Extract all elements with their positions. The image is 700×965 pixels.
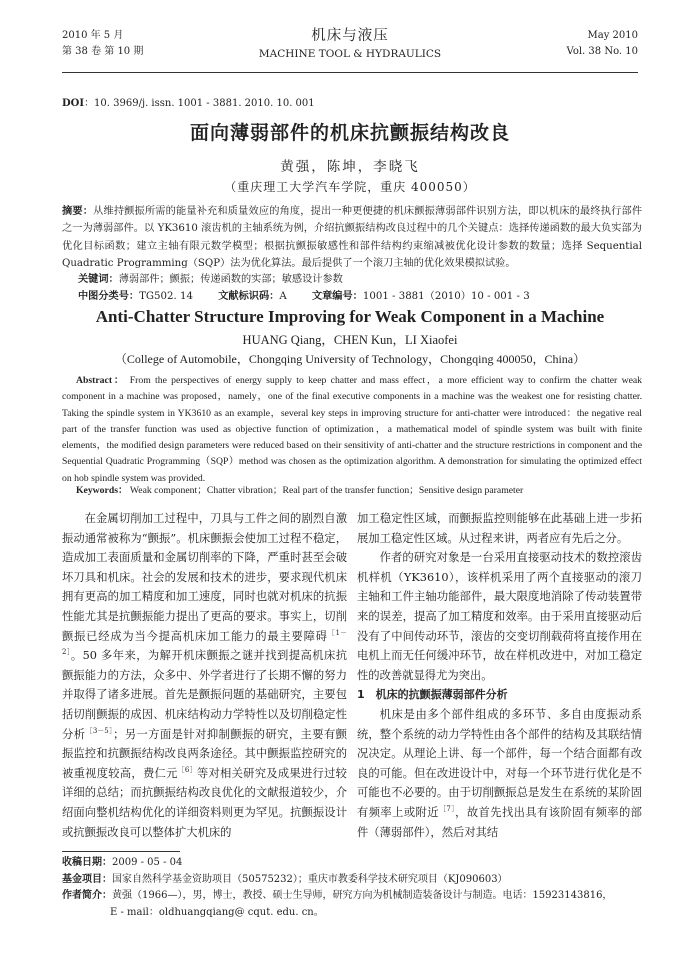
author-bio-value: 黄强（1966—），男，博士，教授、硕士生导师，研究方向为机械制造装备设计与制造。电话：15923143816，	[112, 890, 613, 901]
keywords-cn-label: 关键词：	[78, 273, 119, 285]
citation-7[interactable]: ［7］	[438, 805, 456, 814]
doi-line	[62, 94, 315, 109]
abstract-en-label: Abstract：	[76, 375, 126, 386]
footnotes	[62, 855, 642, 921]
fund-value: 国家自然科学基金资助项目（50575232）；重庆市教委科学技术研究项目（KJ090603）	[112, 873, 508, 885]
author-bio-label: 作者简介：	[62, 890, 112, 901]
doi-label: DOI	[62, 98, 85, 109]
doi-value: ：10. 3969/j. issn. 1001 - 3881. 2010. 10. 001	[84, 98, 315, 109]
article-number-label: 文章编号：	[311, 290, 363, 302]
abstract-en-text: From the perspectives of energy supply to keep chatter and mass effect，a more efficient way to confirm the chatter weak component in a machine was proposed，namely，one of the final executive components in a machine was the weakest one for resisting chatter. Taking the spindle system in YK3610 as an example，several key steps in improving structure for anti-chatter were introduced：the negative real part of the transfer function was used as objective function of optimization，a mathematical model of spindle system was built with finite elements，the modified design parameters were reduced based on their sensitivity of anti-chatter and the structure restrictions in component and the Sequential Quadratic Programming（SQP）method was chosen as the optimization algorithm. A demonstration for simulating the optimized effect on hob spindle system was provided.	[62, 375, 643, 484]
header-right	[567, 28, 638, 60]
journal-name-en: MACHINE TOOL & HYDRAULICS	[258, 48, 442, 60]
intro-paragraph	[62, 509, 347, 842]
header-date-en: May 2010	[587, 30, 638, 41]
paper-title-en: Anti-Chatter Structure Improving for Weak Component in a Machine	[95, 307, 605, 326]
intro-text-1: 在金属切削加工过程中，刀具与工件之间的剧烈自激振动通常被称为“颤振”。机床颤振会使加工过程不稳定，造成加工表面质量和金属切削率的下降，严重时甚至会破坏刀具和机床。社会的发展和技术的进步，要求现代机床拥有更高的加工精度和加工速度，同时也就对机床的抗振性能尤其是抗颤振能力提出了更高的要求。事实上，切削颤振已经成为当今提高机床加工能力的最主要障碍	[62, 512, 347, 643]
keywords-cn-text: 薄弱部件；颤振；传递函数的实部；敏感设计参数	[118, 274, 343, 285]
received-label: 收稿日期：	[62, 857, 112, 868]
paper-title-cn: 面向薄弱部件的机床抗颤振结构改良	[189, 122, 510, 144]
section-1-paragraph	[357, 705, 642, 842]
keywords-cn	[78, 271, 638, 288]
journal-name-cn: 机床与液压	[311, 28, 389, 44]
abstract-cn-label: 摘要：	[62, 205, 94, 217]
section-1-text-1: 机床是由多个部件组成的多环节、多自由度振动系统，整个系统的动力学特性由各个部件的结构及其联结情况决定。从理论上讲、每一个部件，每一个结合面都有改良的可能。但在改进设计中，对每一个环节进行优化是不可能也不必要的。由于切削颤振总是发生在系统的某阶固有频率上或附近	[357, 707, 642, 819]
header-volume-en: Vol. 38 No. 10	[566, 46, 638, 57]
doc-code-label: 文献标识码：	[218, 290, 280, 302]
abstract-cn-text: 从维持颤振所需的能量补充和质量效应的角度，提出一种更便捷的机床颤振薄弱部件识别方法，即以机床的最终执行部件之一为薄弱部件。以 YK3610 滚齿机的主轴系统为例，介绍抗颤振结构改良过程中的几个关键点：选择传递函数的最大负实部为优化目标函数；建立主轴有限元数学模型；根据抗颤振敏感性和部件结构约束缩减被优化设计参数的数量；选择 Sequential Quadratic Programming（SQP）法为优化算法。最后提供了一个滚刀主轴的优化效果模拟试验。	[62, 206, 643, 269]
author-email[interactable]: E - mail：oldhuangqiang@ cqut. edu. cn。	[110, 906, 324, 918]
article-number-value: 1001 - 3881（2010）10 - 001 - 3	[362, 291, 530, 302]
body-column-left	[62, 509, 347, 842]
keywords-en-text: Weak component；Chatter vibration；Real part of the transfer function；Sensitive design parameter	[129, 485, 524, 496]
authors-en: HUANG Qiang，CHEN Kun，LI Xiaofei	[242, 333, 458, 347]
abstract-en	[62, 373, 642, 487]
intro-text-4: 等对相关研究及成果进行过较详细的总结；而抗颤振结构改良优化的文献报道较少，介绍面向整机结构优化的详细资料则更为罕见。抗颤振设计或抗颤振改良可以整体扩大机床的	[62, 766, 347, 839]
section-1-text-2: ，故首先找出具有该阶固有频率的部件（薄弱部件），然后对其结	[357, 805, 642, 839]
abstract-cn	[62, 203, 642, 272]
citation-3-5[interactable]: ［3－5］	[85, 726, 114, 735]
keywords-en	[76, 483, 642, 499]
fund-info	[62, 872, 642, 889]
citation-6[interactable]: ［6］	[177, 765, 197, 774]
received-value: 2009 - 05 - 04	[112, 857, 183, 868]
keywords-en-label: Keywords：	[76, 485, 128, 496]
intro-text-2: 。50 多年来，为解开机床颤振之谜并找到提高机床抗颤振能力的方法，众多中、外学者进行了长期不懈的努力并取得了诸多进展。首先是颤振问题的基础研究，主要包括切削颤振的成因、机床结构动力学特性以及切削稳定性分析	[62, 649, 347, 741]
header-center	[62, 26, 638, 62]
section-1-heading: 1 机床的抗颤振薄弱部件分析	[357, 688, 508, 702]
doc-code-value: A	[279, 291, 287, 302]
running-header	[62, 26, 638, 73]
header-date-cn: 2010 年 5 月	[62, 30, 124, 41]
intro-continuation: 加工稳定性区域，而颤振监控则能够在此基础上进一步拓展加工稳定性区域。从过程来讲，两者应有先后之分。	[357, 512, 642, 545]
classification-cn	[78, 288, 638, 305]
author-bio	[62, 888, 642, 905]
affiliation-cn: （重庆理工大学汽车学院，重庆 400050）	[224, 180, 476, 194]
authors-cn: 黄强，陈坤，李晓飞	[280, 159, 420, 175]
received-date	[62, 855, 642, 872]
fund-label: 基金项目：	[62, 873, 112, 885]
footnote-rule	[62, 851, 180, 852]
citation-1-2[interactable]: ［1－2］	[62, 628, 347, 657]
clc-label: 中图分类号：	[78, 290, 140, 302]
clc-value: TG502. 14	[139, 291, 193, 302]
intro-text-3: ；另一方面是针对抑制颤振的研究，主要有颤振监控和抗颤振结构改良两条途径。其中颤振监控研究的被重视度较高，费仁元	[62, 727, 347, 780]
body-column-right	[357, 509, 642, 842]
research-object-paragraph: 作者的研究对象是一台采用直接驱动技术的数控滚齿机样机（YK3610），该样机采用了两个直接驱动的滚刀主轴和工件主轴功能部件，最大限度地消除了传动装置带来的误差，提高了加工精度和效率。由于采用直接驱动后没有了中间传动环节，滚齿的交变切削载荷将直接作用在电机上而无任何缓冲环节，故在样机改进中，对加工稳定性的改善就显得尤为突出。	[357, 551, 642, 682]
affiliation-en: （College of Automobile，Chongqing University of Technology，Chongqing 400050，China）	[114, 352, 586, 366]
header-volume-cn: 第 38 卷 第 10 期	[62, 46, 144, 57]
